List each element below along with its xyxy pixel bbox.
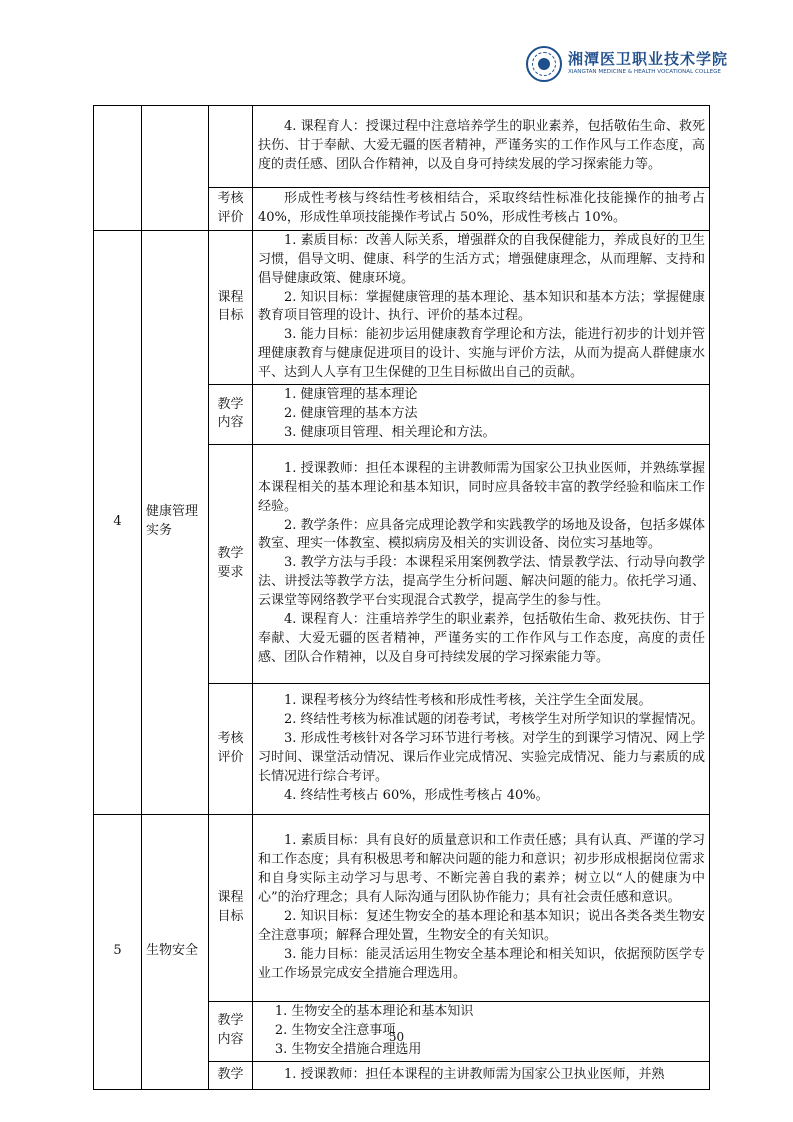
content-paragraph: 1. 素质目标：具有良好的质量意识和工作责任感；具有认真、严谨的学习和工作态度；具有积极思考和解决问题的能力和意识；初步形成根据岗位需求和自身实际主动学习与思考、不断完善自我的素养；树立以“人的健康为中心”的治疗理念；具有人际沟通与团队协作能力；具有社会责任感和意识。 <box>258 833 705 905</box>
section-label-line: 评价 <box>217 749 244 765</box>
section-label-line: 教学 <box>217 1066 244 1082</box>
section-label-line: 考核 <box>217 730 244 746</box>
content-paragraph: 2. 知识目标：掌握健康管理的基本理论、基本知识和基本方法；掌握健康教育项目管理的设计、执行、评价的基本过程。 <box>258 289 705 324</box>
course-number: 4 <box>94 230 142 814</box>
section-label-line: 教学 <box>217 1013 244 1029</box>
course-number: 5 <box>94 814 142 1089</box>
section-content <box>253 814 710 1001</box>
content-paragraph: 2. 生物安全注意事项 <box>274 1022 396 1038</box>
section-label-line: 课程 <box>217 289 244 305</box>
content-paragraph: 1. 健康管理的基本理论 <box>284 387 418 403</box>
section-label <box>209 385 253 445</box>
college-logo <box>526 44 748 84</box>
section-label <box>209 188 253 231</box>
content-paragraph: 4. 课程育人：注重培养学生的职业素养，包括敬佑生命、救死扶伤、甘于奉献、大爱无疆的医者精神，严谨务实的工作作风与工作态度，高度的责任感、团队合作精神，以及自身可持续发展的学习探索能力等。 <box>258 612 705 665</box>
content-paragraph: 3. 形成性考核针对各学习环节进行考核。对学生的到课学习情况、网上学习时间、课堂活动情况、课后作业完成情况、实验完成情况、能力与素质的成长情况进行综合考评。 <box>258 730 705 784</box>
section-label <box>209 106 253 188</box>
table-row <box>94 230 710 384</box>
section-content <box>253 385 710 445</box>
section-label-line: 目标 <box>217 908 244 924</box>
course-name <box>142 106 209 231</box>
content-paragraph: 1. 授课教师：担任本课程的主讲教师需为国家公卫执业医师，并熟 <box>284 1066 665 1082</box>
section-label-line: 目标 <box>217 308 244 324</box>
section-label-line: 教学 <box>217 396 244 412</box>
content-paragraph: 4. 终结性考核占 60%，形成性考核占 40%。 <box>284 787 549 803</box>
page-number: 50 <box>388 1030 405 1044</box>
section-label-line: 课程 <box>217 889 244 905</box>
content-paragraph: 3. 生物安全措施合理选用 <box>274 1041 422 1057</box>
content-paragraph: 4. 课程育人：授课过程中注意培养学生的职业素养，包括敬佑生命、救死扶伤、甘于奉献、大爱无疆的医者精神，严谨务实的工作作风与工作态度，高度的责任感、团队合作精神，以及自身可持续发展的学习探索能力等。 <box>258 119 705 172</box>
content-paragraph: 3. 能力目标：能初步运用健康教育学理论和方法，能进行初步的计划并管理健康教育与健康促进项目的设计、实施与评价方法，从而为提高人群健康水平、达到人人享有卫生保健的卫生目标做出自己的贡献。 <box>258 327 705 381</box>
content-paragraph: 1. 生物安全的基本理论和基本知识 <box>274 1003 474 1019</box>
section-content <box>253 444 710 683</box>
section-label-line: 评价 <box>217 209 244 225</box>
content-paragraph: 2. 知识目标：复述生物安全的基本理论和基本知识；说出各类各类生物安全注意事项；解释合理处置，生物安全的有关知识。 <box>258 908 705 943</box>
course-table <box>93 105 710 1090</box>
content-paragraph: 2. 教学条件：应具备完成理论教学和实践教学的场地及设备，包括多媒体教室、理实一体教室、模拟病房及相关的实训设备、岗位实习基地等。 <box>258 517 705 552</box>
section-label-line: 考核 <box>217 191 244 206</box>
course-name: 健康管理实务 <box>142 230 209 814</box>
section-label-line: 要求 <box>217 564 244 580</box>
section-label <box>209 814 253 1001</box>
course-name: 生物安全 <box>142 814 209 1089</box>
course-number <box>94 106 142 231</box>
section-content <box>253 106 710 188</box>
section-label <box>209 1061 253 1089</box>
section-label-line: 内容 <box>217 1032 244 1048</box>
content-paragraph: 2. 健康管理的基本方法 <box>284 405 418 421</box>
content-paragraph: 形成性考核与终结性考核相结合，采取终结性标准化技能操作的抽考占 40%，形成性单项技能操作考试占 50%，形成性考核占 10%。 <box>258 191 705 225</box>
content-paragraph: 2. 终结性考核为标准试题的闭卷考试，考核学生对所学知识的掌握情况。 <box>284 711 704 727</box>
section-label-line: 教学 <box>217 545 244 561</box>
section-content <box>253 188 710 231</box>
section-content <box>253 230 710 384</box>
section-content <box>253 1061 710 1089</box>
college-seal-icon <box>526 46 562 82</box>
logo-name-cn: 湘潭医卫职业技术学院 <box>568 50 729 69</box>
content-paragraph: 3. 能力目标：能灵活运用生物安全基本理论和相关知识，依据预防医学专业工作场景完成安全措施合理选用。 <box>258 946 705 981</box>
table-row <box>94 814 710 1001</box>
section-label <box>209 444 253 683</box>
content-paragraph: 1. 课程考核分为终结性考核和形成性考核，关注学生全面发展。 <box>284 693 652 709</box>
content-paragraph: 1. 授课教师：担任本课程的主讲教师需为国家公卫执业医师，并熟练掌握本课程相关的基本理论和基本知识，同时应具备较丰富的教学经验和临床工作经验。 <box>258 460 705 514</box>
section-content <box>253 683 710 814</box>
table-row <box>94 106 710 188</box>
logo-name-en: XIANGTAN MEDICINE & HEALTH VOCATIONAL COLLEGE <box>568 69 721 76</box>
content-paragraph: 3. 教学方法与手段：本课程采用案例教学法、情景教学法、行动导向教学法、讲授法等教学方法，提高学生分析问题、解决问题的能力。依托学习通、云课堂等网络教学平台实现混合式教学，提高学生的参与性。 <box>258 555 705 609</box>
section-label <box>209 683 253 814</box>
content-paragraph: 3. 健康项目管理、相关理论和方法。 <box>284 424 496 440</box>
section-label-line: 内容 <box>217 415 244 431</box>
content-paragraph: 1. 素质目标：改善人际关系，增强群众的自我保健能力，养成良好的卫生习惯，倡导文明、健康、科学的生活方式；增强健康理念，从而理解、支持和倡导健康政策、健康环境。 <box>258 232 705 286</box>
section-label <box>209 230 253 384</box>
